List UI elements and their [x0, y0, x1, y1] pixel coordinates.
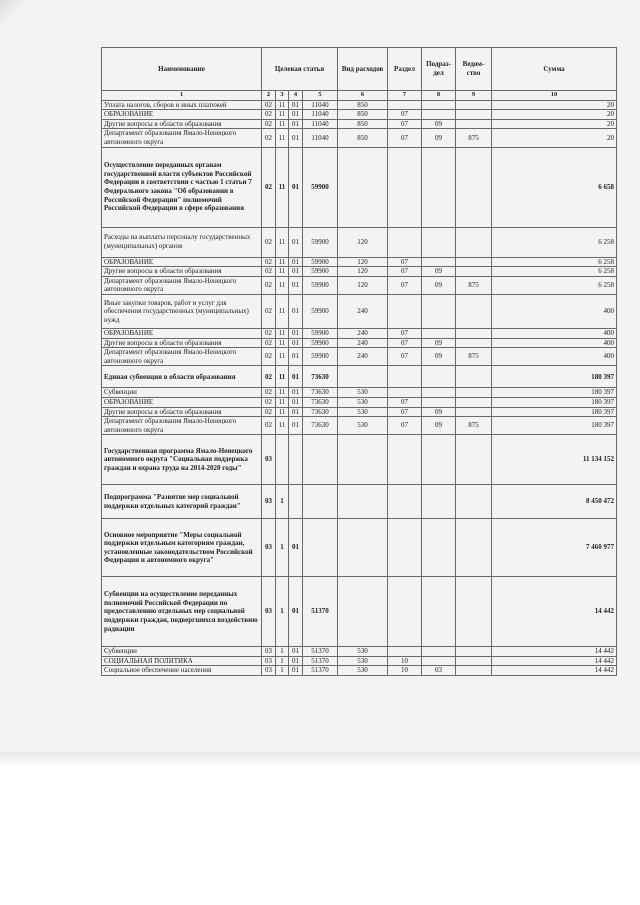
expense-type-code: 530	[338, 407, 388, 417]
table-row	[102, 338, 617, 348]
page-bottom-edge	[0, 752, 640, 766]
target-code-subprogram: 11	[276, 227, 289, 257]
target-code-program: 03	[262, 666, 276, 676]
row-sum: 6 258	[492, 267, 617, 277]
subsection-code	[422, 519, 456, 577]
target-code-direction: 59900	[303, 267, 338, 277]
row-sum: 14 442	[492, 656, 617, 666]
table-header-row	[102, 48, 617, 91]
target-code-program: 02	[262, 257, 276, 267]
department-code	[456, 656, 492, 666]
subsection-code	[422, 397, 456, 407]
row-name: Другие вопросы в области образования	[102, 119, 262, 129]
expense-type-code: 120	[338, 267, 388, 277]
subsection-code: 09	[422, 407, 456, 417]
target-code-program: 02	[262, 407, 276, 417]
target-code-subprogram: 11	[276, 388, 289, 398]
row-name: Департамент образования Ямало-Ненецкого автономного округа	[102, 276, 262, 294]
target-code-direction	[303, 435, 338, 485]
target-code-activity: 01	[289, 656, 303, 666]
row-name: Подпрограмма "Развитие мер социальной поддержки отдельных категорий граждан"	[102, 485, 262, 519]
target-code-program: 02	[262, 328, 276, 338]
row-sum: 400	[492, 294, 617, 328]
section-code: 07	[388, 397, 422, 407]
table-row	[102, 119, 617, 129]
target-code-direction: 59900	[303, 227, 338, 257]
row-sum: 180 397	[492, 388, 617, 398]
target-code-activity	[289, 485, 303, 519]
subsection-code: 09	[422, 276, 456, 294]
budget-table	[101, 47, 617, 676]
expense-type-code: 850	[338, 129, 388, 147]
target-code-direction	[303, 519, 338, 577]
expense-type-code: 240	[338, 338, 388, 348]
target-code-subprogram: 11	[276, 407, 289, 417]
department-code	[456, 338, 492, 348]
subsection-code	[422, 257, 456, 267]
target-code-program: 02	[262, 227, 276, 257]
target-code-subprogram: 1	[276, 577, 289, 647]
target-code-activity: 01	[289, 257, 303, 267]
target-code-direction: 51370	[303, 647, 338, 657]
target-code-program: 02	[262, 338, 276, 348]
subsection-code: 09	[422, 417, 456, 435]
row-sum: 400	[492, 338, 617, 348]
table-row	[102, 257, 617, 267]
target-code-subprogram: 11	[276, 328, 289, 338]
target-code-program: 02	[262, 129, 276, 147]
row-sum: 180 397	[492, 397, 617, 407]
target-code-subprogram: 11	[276, 129, 289, 147]
target-code-activity: 01	[289, 366, 303, 388]
target-code-direction: 51370	[303, 666, 338, 676]
subsection-code: 09	[422, 129, 456, 147]
row-name: Другие вопросы в области образования	[102, 407, 262, 417]
department-code	[456, 366, 492, 388]
section-code: 07	[388, 338, 422, 348]
table-row	[102, 656, 617, 666]
department-code	[456, 435, 492, 485]
target-code-program: 02	[262, 100, 276, 110]
target-code-subprogram: 11	[276, 366, 289, 388]
target-code-direction: 59900	[303, 294, 338, 328]
col-number: 7	[388, 91, 422, 101]
target-code-program: 03	[262, 485, 276, 519]
department-code	[456, 577, 492, 647]
row-name: Государственная программа Ямало-Ненецкого автономного округа "Социальная поддержка граждан и охрана труда на 2014-2020 годы"	[102, 435, 262, 485]
expense-type-code	[338, 519, 388, 577]
section-code	[388, 227, 422, 257]
table-row	[102, 407, 617, 417]
department-code	[456, 257, 492, 267]
col-number: 1	[102, 91, 262, 101]
target-code-subprogram: 11	[276, 100, 289, 110]
row-sum: 180 397	[492, 417, 617, 435]
row-sum: 20	[492, 119, 617, 129]
col-number: 2	[262, 91, 276, 101]
subsection-code: 09	[422, 119, 456, 129]
target-code-subprogram: 11	[276, 417, 289, 435]
row-name: Социальное обеспечение населения	[102, 666, 262, 676]
department-code: 875	[456, 129, 492, 147]
target-code-direction: 51370	[303, 656, 338, 666]
target-code-direction: 59900	[303, 348, 338, 366]
target-code-program: 02	[262, 110, 276, 120]
department-code	[456, 666, 492, 676]
expense-type-code	[338, 577, 388, 647]
target-code-program: 02	[262, 366, 276, 388]
target-code-program: 02	[262, 294, 276, 328]
department-code	[456, 110, 492, 120]
table-row	[102, 417, 617, 435]
section-code	[388, 577, 422, 647]
target-code-activity: 01	[289, 147, 303, 227]
target-code-direction: 59900	[303, 328, 338, 338]
row-name: ОБРАЗОВАНИЕ	[102, 328, 262, 338]
department-code	[456, 267, 492, 277]
target-code-direction	[303, 485, 338, 519]
target-code-program: 03	[262, 647, 276, 657]
row-sum: 6 258	[492, 257, 617, 267]
row-sum: 11 134 152	[492, 435, 617, 485]
row-name: Расходы на выплаты персоналу государственных (муниципальных) органов	[102, 227, 262, 257]
target-code-activity: 01	[289, 110, 303, 120]
subsection-code	[422, 110, 456, 120]
section-code: 10	[388, 656, 422, 666]
col-number: 8	[422, 91, 456, 101]
target-code-direction: 59900	[303, 147, 338, 227]
expense-type-code	[338, 366, 388, 388]
subsection-code	[422, 227, 456, 257]
header-target-article: Целевая статья	[262, 48, 338, 91]
row-sum: 6 258	[492, 227, 617, 257]
table-row	[102, 328, 617, 338]
table-body	[102, 100, 617, 675]
table-row	[102, 294, 617, 328]
target-code-direction: 73630	[303, 388, 338, 398]
department-code	[456, 100, 492, 110]
section-code: 07	[388, 257, 422, 267]
target-code-program: 02	[262, 276, 276, 294]
col-number: 5	[303, 91, 338, 101]
department-code	[456, 119, 492, 129]
row-name: Субвенции	[102, 388, 262, 398]
target-code-direction: 59900	[303, 276, 338, 294]
row-sum: 180 397	[492, 366, 617, 388]
row-sum: 14 442	[492, 647, 617, 657]
section-code	[388, 485, 422, 519]
expense-type-code: 530	[338, 397, 388, 407]
table-row	[102, 388, 617, 398]
row-sum: 8 450 472	[492, 485, 617, 519]
target-code-program: 02	[262, 397, 276, 407]
row-name: Субвенции	[102, 647, 262, 657]
table-row	[102, 100, 617, 110]
target-code-subprogram: 1	[276, 656, 289, 666]
row-sum: 7 460 977	[492, 519, 617, 577]
page-corner-shading	[0, 0, 22, 22]
expense-type-code: 530	[338, 647, 388, 657]
department-code	[456, 388, 492, 398]
target-code-program: 02	[262, 417, 276, 435]
target-code-direction: 11040	[303, 110, 338, 120]
section-code: 10	[388, 666, 422, 676]
expense-type-code: 120	[338, 257, 388, 267]
department-code	[456, 647, 492, 657]
target-code-activity: 01	[289, 119, 303, 129]
row-name: ОБРАЗОВАНИЕ	[102, 257, 262, 267]
section-code	[388, 147, 422, 227]
section-code	[388, 519, 422, 577]
row-sum: 20	[492, 110, 617, 120]
target-code-direction: 51370	[303, 577, 338, 647]
expense-type-code	[338, 147, 388, 227]
table-row	[102, 647, 617, 657]
section-code: 07	[388, 276, 422, 294]
target-code-subprogram: 1	[276, 666, 289, 676]
expense-type-code	[338, 485, 388, 519]
row-sum: 400	[492, 348, 617, 366]
target-code-direction: 11040	[303, 129, 338, 147]
row-sum: 14 442	[492, 577, 617, 647]
section-code: 07	[388, 129, 422, 147]
target-code-activity: 01	[289, 267, 303, 277]
row-sum: 20	[492, 100, 617, 110]
department-code	[456, 519, 492, 577]
target-code-activity: 01	[289, 227, 303, 257]
expense-type-code: 240	[338, 294, 388, 328]
target-code-activity: 01	[289, 129, 303, 147]
target-code-subprogram: 1	[276, 485, 289, 519]
subsection-code	[422, 577, 456, 647]
header-expense-type: Вид расходов	[338, 48, 388, 91]
section-code	[388, 100, 422, 110]
subsection-code	[422, 100, 456, 110]
target-code-direction: 11040	[303, 119, 338, 129]
target-code-activity: 01	[289, 666, 303, 676]
row-sum: 180 397	[492, 407, 617, 417]
expense-type-code: 530	[338, 388, 388, 398]
section-code	[388, 388, 422, 398]
row-name: Субвенции на осуществление переданных полномочий Российской Федерации по предоставлению отдельных мер социальной поддержки граждан, подвергшихся воздействию радиации	[102, 577, 262, 647]
row-name: Департамент образования Ямало-Ненецкого автономного округа	[102, 348, 262, 366]
table-row	[102, 348, 617, 366]
target-code-subprogram: 11	[276, 119, 289, 129]
subsection-code: 03	[422, 666, 456, 676]
section-code	[388, 435, 422, 485]
subsection-code	[422, 328, 456, 338]
target-code-program: 03	[262, 656, 276, 666]
department-code	[456, 397, 492, 407]
expense-type-code: 530	[338, 666, 388, 676]
header-name: Наименование	[102, 48, 262, 91]
target-code-subprogram: 11	[276, 338, 289, 348]
target-code-activity: 01	[289, 388, 303, 398]
subsection-code	[422, 147, 456, 227]
target-code-activity: 01	[289, 647, 303, 657]
target-code-activity: 01	[289, 397, 303, 407]
target-code-subprogram: 11	[276, 147, 289, 227]
department-code	[456, 227, 492, 257]
target-code-activity	[289, 435, 303, 485]
department-code: 875	[456, 417, 492, 435]
expense-type-code	[338, 435, 388, 485]
target-code-program: 03	[262, 519, 276, 577]
target-code-direction: 59900	[303, 257, 338, 267]
target-code-subprogram: 11	[276, 110, 289, 120]
target-code-direction: 59900	[303, 338, 338, 348]
target-code-subprogram: 1	[276, 647, 289, 657]
target-code-direction: 73630	[303, 397, 338, 407]
table-row	[102, 577, 617, 647]
expense-type-code: 530	[338, 656, 388, 666]
row-name: Уплата налогов, сборов и иных платежей	[102, 100, 262, 110]
expense-type-code: 850	[338, 119, 388, 129]
row-name: Иные закупки товаров, работ и услуг для обеспечения государственных (муниципальных) нужд	[102, 294, 262, 328]
target-code-subprogram: 11	[276, 397, 289, 407]
header-department: Ведом-ство	[456, 48, 492, 91]
table-row	[102, 276, 617, 294]
table-row	[102, 267, 617, 277]
subsection-code	[422, 366, 456, 388]
target-code-subprogram: 11	[276, 267, 289, 277]
row-name: Основное мероприятие "Меры социальной поддержки отдельным категориям граждан, установленные законодательством Российской Федерации и автономного округа"	[102, 519, 262, 577]
col-number: 6	[338, 91, 388, 101]
expense-type-code: 120	[338, 276, 388, 294]
target-code-activity: 01	[289, 519, 303, 577]
subsection-code: 09	[422, 267, 456, 277]
table-row	[102, 366, 617, 388]
target-code-direction: 73630	[303, 417, 338, 435]
target-code-subprogram: 11	[276, 257, 289, 267]
expense-type-code: 530	[338, 417, 388, 435]
department-code: 875	[456, 276, 492, 294]
header-section: Раздел	[388, 48, 422, 91]
department-code	[456, 294, 492, 328]
target-code-program: 02	[262, 147, 276, 227]
target-code-activity: 01	[289, 577, 303, 647]
table-row	[102, 519, 617, 577]
target-code-program: 02	[262, 267, 276, 277]
target-code-program: 02	[262, 348, 276, 366]
target-code-direction: 73630	[303, 366, 338, 388]
subsection-code: 09	[422, 338, 456, 348]
section-code	[388, 294, 422, 328]
target-code-direction: 11040	[303, 100, 338, 110]
target-code-direction: 73630	[303, 407, 338, 417]
row-sum: 6 258	[492, 276, 617, 294]
table-row	[102, 397, 617, 407]
target-code-program: 03	[262, 435, 276, 485]
subsection-code	[422, 656, 456, 666]
department-code	[456, 485, 492, 519]
target-code-activity: 01	[289, 407, 303, 417]
section-code: 07	[388, 348, 422, 366]
department-code	[456, 328, 492, 338]
target-code-activity: 01	[289, 276, 303, 294]
table-row	[102, 485, 617, 519]
target-code-activity: 01	[289, 338, 303, 348]
expense-type-code: 240	[338, 348, 388, 366]
subsection-code	[422, 647, 456, 657]
row-name: СОЦИАЛЬНАЯ ПОЛИТИКА	[102, 656, 262, 666]
target-code-activity: 01	[289, 294, 303, 328]
subsection-code: 09	[422, 348, 456, 366]
row-name: ОБРАЗОВАНИЕ	[102, 397, 262, 407]
section-code: 07	[388, 407, 422, 417]
section-code: 07	[388, 267, 422, 277]
subsection-code	[422, 294, 456, 328]
row-name: Осуществление переданных органам государственной власти субъектов Российской Федерации в соответствии с частью 1 статьи 7 Федерального закона "Об образовании в Российской Федерации" полномочий Российской Федерации в сфере образования	[102, 147, 262, 227]
department-code	[456, 407, 492, 417]
department-code	[456, 147, 492, 227]
target-code-subprogram: 1	[276, 519, 289, 577]
section-code	[388, 366, 422, 388]
row-name: Департамент образования Ямало-Ненецкого автономного округа	[102, 129, 262, 147]
target-code-program: 02	[262, 388, 276, 398]
col-number: 9	[456, 91, 492, 101]
table-row	[102, 435, 617, 485]
section-code: 07	[388, 417, 422, 435]
subsection-code	[422, 435, 456, 485]
row-sum: 400	[492, 328, 617, 338]
target-code-subprogram: 11	[276, 276, 289, 294]
column-number-row	[102, 91, 617, 101]
department-code: 875	[456, 348, 492, 366]
target-code-activity: 01	[289, 100, 303, 110]
section-code: 07	[388, 328, 422, 338]
header-subsection: Подраз-дел	[422, 48, 456, 91]
table-row	[102, 147, 617, 227]
expense-type-code: 240	[338, 328, 388, 338]
col-number: 4	[289, 91, 303, 101]
row-name: ОБРАЗОВАНИЕ	[102, 110, 262, 120]
expense-type-code: 850	[338, 110, 388, 120]
target-code-subprogram: 11	[276, 294, 289, 328]
target-code-activity: 01	[289, 417, 303, 435]
subsection-code	[422, 388, 456, 398]
section-code	[388, 647, 422, 657]
row-name: Другие вопросы в области образования	[102, 338, 262, 348]
target-code-subprogram: 11	[276, 348, 289, 366]
col-number: 10	[492, 91, 617, 101]
table-row	[102, 110, 617, 120]
target-code-program: 02	[262, 119, 276, 129]
target-code-program: 03	[262, 577, 276, 647]
row-sum: 6 658	[492, 147, 617, 227]
table-row	[102, 666, 617, 676]
row-name: Департамент образования Ямало-Ненецкого автономного округа	[102, 417, 262, 435]
row-name: Другие вопросы в области образования	[102, 267, 262, 277]
table-row	[102, 129, 617, 147]
col-number: 3	[276, 91, 289, 101]
expense-type-code: 850	[338, 100, 388, 110]
row-name: Единая субвенция в области образования	[102, 366, 262, 388]
expense-type-code: 120	[338, 227, 388, 257]
header-sum: Сумма	[492, 48, 617, 91]
section-code: 07	[388, 110, 422, 120]
row-sum: 20	[492, 129, 617, 147]
section-code: 07	[388, 119, 422, 129]
subsection-code	[422, 485, 456, 519]
target-code-subprogram	[276, 435, 289, 485]
target-code-activity: 01	[289, 328, 303, 338]
table-row	[102, 227, 617, 257]
target-code-activity: 01	[289, 348, 303, 366]
row-sum: 14 442	[492, 666, 617, 676]
